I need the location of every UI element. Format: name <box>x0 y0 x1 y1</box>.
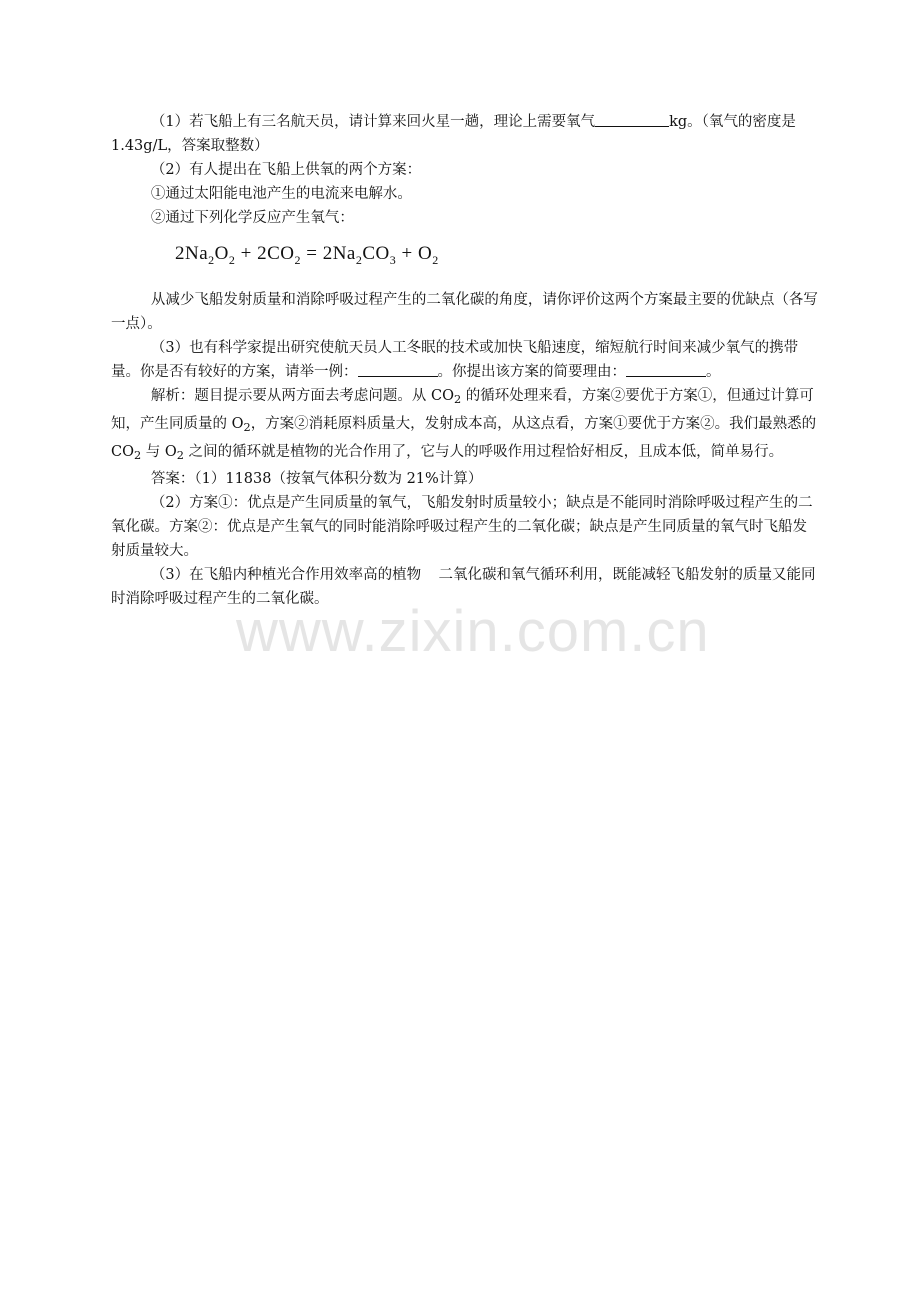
eq-term: O <box>214 243 229 264</box>
question-1-note: 气的密度是 1.43g/L，答案取整数） <box>111 114 796 154</box>
option-2: ②通过下列化学反应产生氧气： <box>150 210 354 226</box>
analysis-subscript: 2 <box>453 392 462 406</box>
chemical-equation <box>175 238 821 276</box>
answer-1: 答案：（1）11838（按氧气体积分数为 21%计算） <box>150 471 483 488</box>
document-body <box>111 110 821 611</box>
question-3 <box>111 336 821 384</box>
option-1: ①通过太阳能电池产生的电流来电解水。 <box>150 186 412 202</box>
eq-subscript: 3 <box>389 253 397 267</box>
answer-3-part-b: 二氧化碳和氧气循环利用，既能减轻飞船发射的质量又能同时消除呼吸过程产生的二氧化碳。 <box>111 567 816 608</box>
eq-term: = 2Na <box>301 243 356 264</box>
analysis-text: 之间的循环就是植物的光合作用了，它与人的呼吸作用过程恰好相反，且成本低，简单易行。 <box>183 443 784 460</box>
analysis-paragraph <box>111 384 821 467</box>
question-3-text: （3）也有科学家提出研究使航天员人工冬眠的技术或加快飞船速度，缩短航行时间来减少氧气的携带量。你是否有较好的方案，请举一例： <box>111 340 799 380</box>
eq-term: + 2CO <box>235 243 295 264</box>
analysis-subscript: 2 <box>176 448 184 462</box>
question-2-ask: 从减少飞船发射质量和消除呼吸过程产生的二氧化碳的角度，请你评价这两个方案最主要的优缺点（各写一点）。 <box>111 292 818 332</box>
answer-blank-plan <box>358 361 438 377</box>
eq-term: 2Na <box>175 243 209 264</box>
question-2-intro: （2）有人提出在飞船上供氧的两个方案： <box>150 162 422 178</box>
watermark: www.zixin.com.cn <box>236 599 710 664</box>
analysis-text: 与 O <box>141 443 177 460</box>
answer-blank-reason <box>626 361 706 377</box>
question-3-end: 。 <box>706 364 721 380</box>
answer-3 <box>111 563 821 611</box>
answer-3-part-a: （3）在飞船内种植光合作用效率高的植物 <box>150 567 422 584</box>
analysis-text: ，方案②消耗原料质量大，发射成本高，从这点看，方案①要优于方案②。我们最熟悉的 CO <box>111 415 817 460</box>
eq-subscript: 2 <box>294 253 301 267</box>
analysis-text: 解析：题目提示要从两方面去考虑问题。从 CO <box>150 388 454 404</box>
analysis-text: 的循环处理来看，方案②要优于方案①，但通过计算可知，产生同质量的 O <box>111 388 814 432</box>
eq-subscript: 2 <box>432 253 439 267</box>
question-1-unit: kg。（氧 <box>669 114 724 130</box>
eq-term: + O <box>396 243 433 264</box>
eq-term: CO <box>362 243 390 264</box>
answer-blank-oxygen <box>595 111 669 127</box>
question-3-reason-prompt: 。你提出该方案的简要理由： <box>437 364 626 380</box>
eq-subscript: 2 <box>228 253 236 267</box>
eq-subscript: 2 <box>355 253 363 267</box>
question-1 <box>111 110 821 158</box>
analysis-subscript: 2 <box>133 448 142 462</box>
question-1-text: （1）若飞船上有三名航天员，请计算来回火星一趟，理论上需要氧气 <box>150 114 596 130</box>
analysis-subscript: 2 <box>243 420 251 434</box>
answer-2: （2）方案①：优点是产生同质量的氧气，飞船发射时质量较小；缺点是不能同时消除呼吸过程产生的二氧化碳。方案②：优点是产生氧气的同时能消除呼吸过程产生的二氧化碳；缺点是产生同质量的氧气时飞船发射质量较大。 <box>111 495 813 560</box>
eq-subscript: 2 <box>208 253 215 267</box>
